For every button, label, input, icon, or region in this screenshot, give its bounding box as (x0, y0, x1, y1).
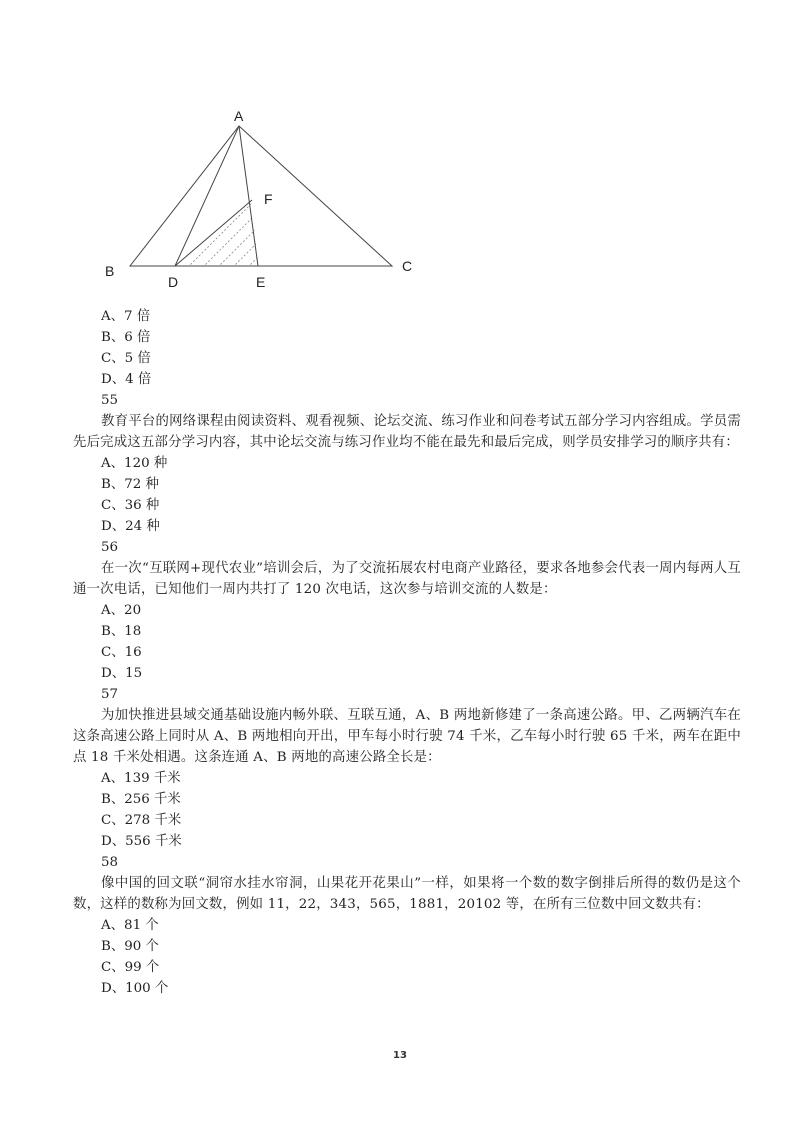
page-number: 13 (393, 1050, 407, 1061)
label-b: B (105, 263, 115, 279)
option: B、72 种 (101, 477, 159, 492)
label-d: D (168, 274, 179, 290)
label-c: C (402, 258, 413, 274)
option: D、556 千米 (101, 834, 182, 849)
option: B、18 (101, 624, 142, 639)
question-55 (73, 390, 741, 537)
option: A、7 倍 (101, 309, 151, 324)
option: B、256 千米 (101, 792, 181, 807)
option: D、24 种 (101, 519, 160, 534)
question-stem: 像中国的回文联“洞帘水挂水帘洞，山果花开花果山”一样，如果将一个数的数字倒排后所得的数仍是这个数，这样的数称为回文数，例如 11，22，343，565，1881，20102 等，在所有三位数中回文数共有： (73, 876, 741, 912)
triangle-figure (90, 100, 430, 300)
label-f: F (264, 191, 273, 207)
question-number: 55 (101, 393, 119, 408)
question-number: 57 (101, 687, 119, 702)
option: C、278 千米 (101, 813, 182, 828)
option: C、16 (101, 645, 142, 660)
option: C、5 倍 (101, 351, 151, 366)
question-stem: 为加快推进县域交通基础设施内畅外联、互联互通，A、B 两地新修建了一条高速公路。甲、乙两辆汽车在这条高速公路上同时从 A、B 两地相向开出，甲车每小时行驶 74 千米，乙车每小时行驶 65 千米，两车在距中点 18 千米处相遇。这条连通 A、B 两地的高速公路全长是： (73, 708, 741, 765)
question-stem: 在一次“互联网+现代农业”培训会后，为了交流拓展农村电商产业路径，要求各地参会代表一周内每两人互通一次电话，已知他们一周内共打了 120 次电话，这次参与培训交流的人数是： (73, 561, 741, 597)
option: A、120 种 (101, 456, 168, 471)
option: A、139 千米 (101, 771, 181, 786)
option: C、36 种 (101, 498, 160, 513)
option: C、99 个 (101, 960, 160, 975)
option: B、6 倍 (101, 330, 151, 345)
label-e: E (256, 274, 266, 290)
segment-ae (239, 126, 258, 266)
label-a: A (234, 108, 244, 124)
option: D、15 (101, 666, 143, 681)
option: B、90 个 (101, 939, 159, 954)
question-57 (73, 684, 741, 852)
option: D、4 倍 (101, 372, 152, 387)
option: A、81 个 (101, 918, 159, 933)
question-stem: 教育平台的网络课程由阅读资料、观看视频、论坛交流、练习作业和问卷考试五部分学习内容组成。学员需先后完成这五部分学习内容，其中论坛交流与练习作业均不能在最先和最后完成，则学员安排学习的顺序共有： (73, 414, 741, 450)
question-56 (73, 537, 741, 684)
prev-options (101, 306, 741, 390)
question-content (73, 306, 741, 999)
option: A、20 (101, 603, 142, 618)
question-58 (73, 852, 741, 999)
question-number: 58 (101, 855, 119, 870)
question-number: 56 (101, 540, 119, 555)
shaded-region (150, 170, 360, 290)
option: D、100 个 (101, 981, 169, 996)
triangle-abc (130, 126, 392, 266)
segment-df (175, 200, 252, 266)
